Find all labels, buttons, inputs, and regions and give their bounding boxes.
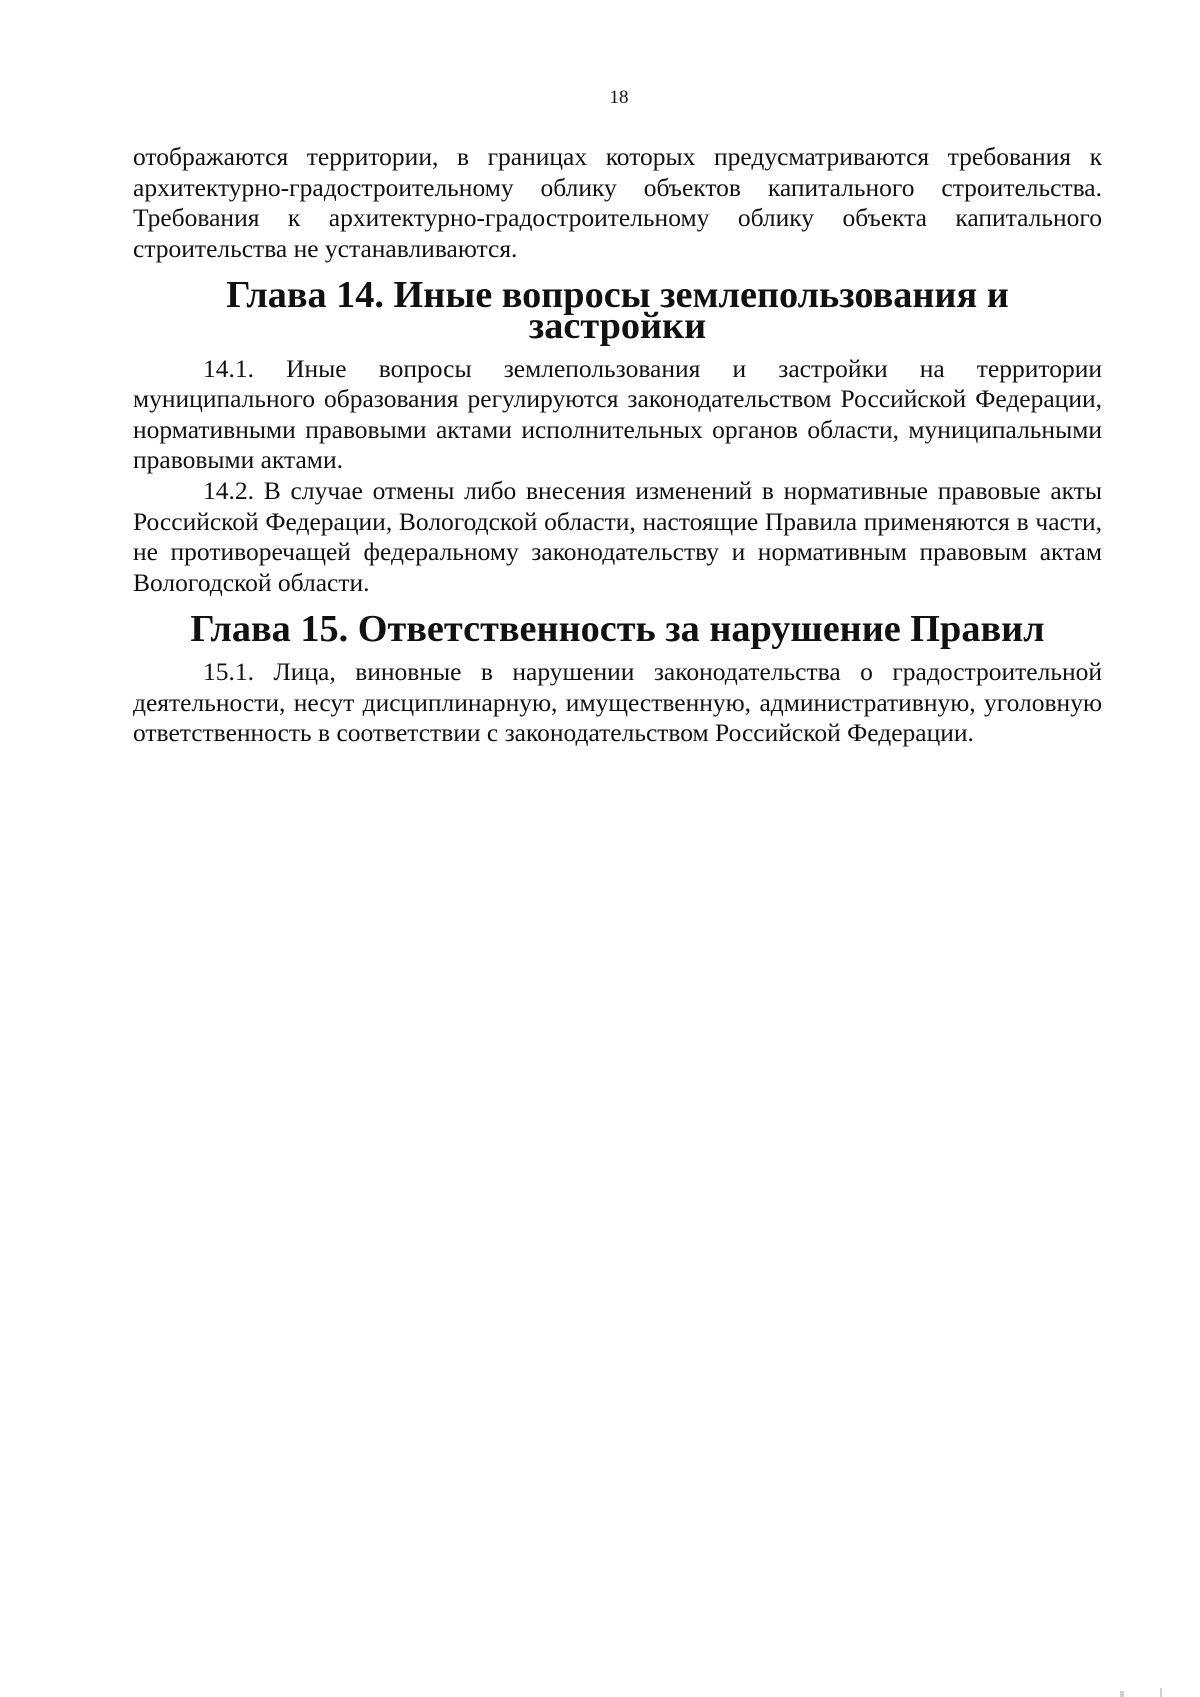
clause-14-1: 14.1. Иные вопросы землепользования и застройки на территории муниципального образования регулируются законодательством Российской Федерации, нормативными правовыми актами исполнительных органов области, муниципальными правовыми актами. (133, 353, 1102, 475)
document-body (133, 142, 1102, 749)
intro-paragraph: отображаются территории, в границах которых предусматриваются требования к архитектурно-градостроительному облику объектов капитального строительства. Требования к архитектурно-градостроительному облику объекта капитального строительства не устанавливаются. (133, 142, 1102, 263)
clause-15-1: 15.1. Лица, виновные в нарушении законодательства о градостроительной деятельности, несут дисциплинарную, имущественную, административную, уголовную ответственность в соответствии с законодательством Российской Федерации. (133, 656, 1102, 748)
clause-14-2: 14.2. В случае отмены либо внесения изменений в нормативные правовые акты Российской Федерации, Вологодской области, настоящие Правила применяются в части, не противоречащей федеральному законодательству и нормативным правовым актам Вологодской области. (133, 475, 1102, 597)
scan-artifact (1120, 1691, 1124, 1697)
scan-artifact (1160, 1688, 1162, 1697)
page-number: 18 (609, 87, 629, 108)
chapter-15-title: Глава 15. Ответственность за нарушение Правил (190, 608, 1045, 651)
chapter-14-title: Глава 14. Иные вопросы землепользования и застройки (226, 274, 1009, 347)
